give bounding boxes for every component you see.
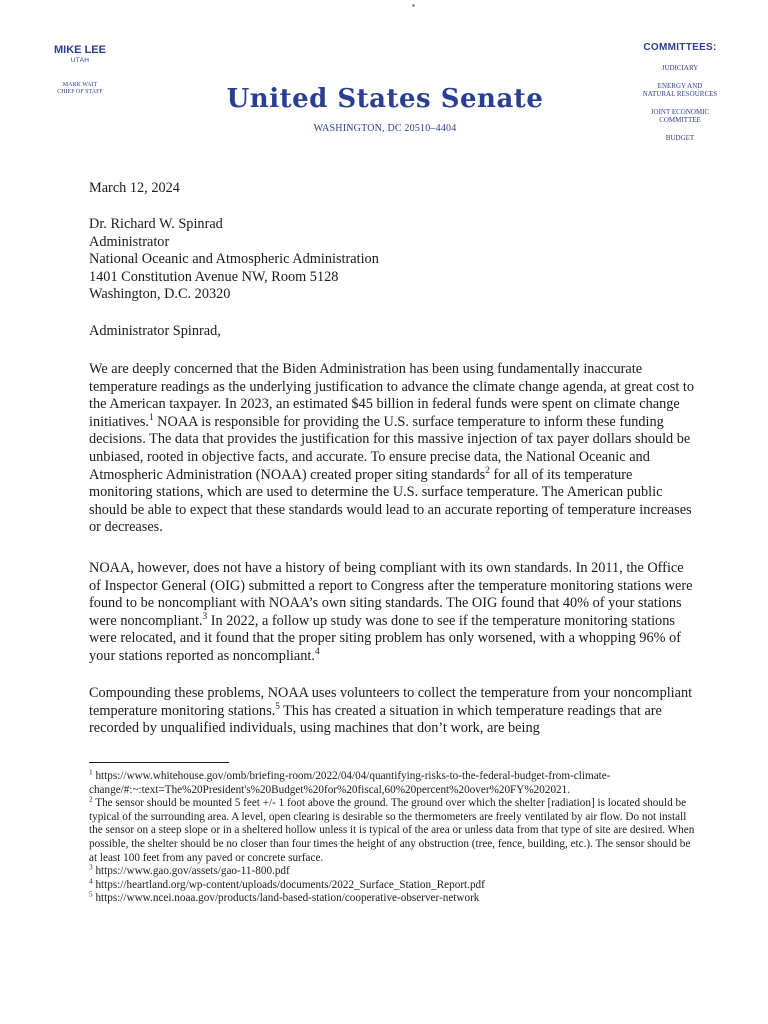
scan-speck [412, 4, 415, 7]
footnote-divider [89, 762, 229, 763]
para-text: for all of its temperature monitoring stations, which are used to determine the U.S. surface temperature. The American public should be able to expect that these standards would lead to an accurate reporting of temperature increases or decreases. [89, 466, 692, 536]
footnote-ref: 5 [275, 701, 280, 712]
senate-address: WASHINGTON, DC 20510–4404 [313, 123, 457, 134]
recipient-line: Administrator [89, 233, 170, 250]
footnote-text: https://heartland.org/wp-content/uploads/documents/2022_Surface_Station_Report.pdf [92, 878, 485, 891]
footnote-text: https://www.ncei.noaa.gov/products/land-based-station/cooperative-observer-network [92, 892, 480, 905]
staff-name: MARK WAIT [62, 82, 98, 88]
footnote-ref: 4 [314, 647, 320, 658]
footnote-5 [89, 892, 699, 906]
committees-heading: COMMITTEES: [643, 42, 717, 53]
footnote-1 [89, 770, 699, 797]
footnotes [89, 770, 699, 906]
letter-date: March 12, 2024 [89, 180, 180, 196]
para-text: NOAA is responsible for providing the U.S. surface temperature to inform these funding decisions. The data that provides the justification for this massive injection of tax payer dollars should be unbiased, rooted in objective facts, and accurate. To ensure precise data, the National Oceanic and Atmospheric Administration (NOAA) created proper siting standards [89, 413, 691, 483]
salutation: Administrator Spinrad, [89, 323, 221, 339]
committees-list [610, 44, 750, 152]
para-text: We are deeply concerned that the Biden Administration has been using fundamentally inaccurate temperature readings as the underlying justification to advance the climate change agenda, at great cost to the American taxpayer. In 2023, an estimated $45 billion in federal funds were spent on climate change initiatives. [89, 361, 694, 430]
committee-energy [610, 82, 750, 98]
footnote-number: 5 [89, 890, 93, 899]
committee-line: COMMITTEE [659, 116, 701, 124]
committee-line: JOINT ECONOMIC [650, 108, 710, 116]
footnote-3 [89, 865, 699, 879]
footnote-ref: 1 [148, 413, 154, 424]
senator-name: MIKE LEE [54, 44, 106, 56]
body-paragraph-3 [89, 685, 694, 738]
footnote-4 [89, 879, 699, 893]
footnote-number: 4 [89, 877, 93, 886]
committee-line: ENERGY AND [657, 82, 703, 90]
committee-judiciary [610, 64, 750, 72]
footnote-number: 3 [89, 863, 93, 872]
committee-line: JUDICIARY [661, 64, 699, 72]
committee-line: BUDGET [665, 134, 695, 142]
body-paragraph-1 [89, 361, 694, 537]
para-text: NOAA, however, does not have a history of being compliant with its own standards. In 2011, the Office of Inspector General (OIG) submitted a report to Congress after the temperature monitoring stations were found to be noncompliant with NOAA’s own siting standards. The OIG found that 40% of your stations were noncompliant. [89, 560, 693, 629]
footnote-number: 1 [89, 768, 93, 777]
footnote-text: https://www.whitehouse.gov/omb/briefing-room/2022/04/04/quantifying-risks-to-the-federal-budget-from-climate-change/#:~:text=The%20President's%20Budget%20for%20fiscal,60%20percent%20over%20FY%202021. [89, 770, 611, 796]
committee-joint-economic [610, 108, 750, 124]
senate-title: United States Senate [226, 84, 544, 114]
recipient-line: National Oceanic and Atmospheric Administration [89, 251, 379, 268]
committee-budget [610, 134, 750, 142]
footnote-ref: 2 [485, 465, 490, 476]
para-text: Compounding these problems, NOAA uses volunteers to collect the temperature from your noncompliant temperature monitoring stations. [89, 685, 693, 719]
senator-state: UTAH [70, 57, 90, 64]
footnote-number: 2 [89, 795, 93, 804]
staff-title: CHIEF OF STAFF [57, 89, 103, 95]
recipient-line: Washington, D.C. 20320 [89, 286, 231, 303]
recipient-address [89, 216, 694, 304]
body-paragraph-2 [89, 560, 694, 666]
footnote-text: https://www.gao.gov/assets/gao-11-800.pdf [92, 865, 290, 878]
footnote-2 [89, 797, 699, 865]
para-text: This has created a situation in which temperature readings that are recorded by unqualified individuals, using machines that don’t work, are being [89, 702, 662, 737]
footnote-ref: 3 [202, 612, 208, 623]
staff-block [30, 82, 130, 96]
para-text: In 2022, a follow up study was done to see if the temperature monitoring stations were relocated, and it found that the proper siting problem has only worsened, with a whopping 96% of your stations reported as noncompliant. [89, 612, 681, 664]
recipient-line: Dr. Richard W. Spinrad [89, 216, 223, 232]
committee-line: NATURAL RESOURCES [642, 90, 718, 98]
footnote-text: The sensor should be mounted 5 feet +/- 1 foot above the ground. The ground over which the shelter [radiation] is located should be typical of the surrounding area. A level, open clearing is desirable so the thermometers are freely ventilated by air flow. Do not install the sensor on a steep slope or in a sheltered hollow unless it is typical of the area or unless data from that type of site are desired. When possible, the shelter should be no closer than four times the height of any obstruction (tree, fence, building, etc.). The sensor should be at least 100 feet from any paved or concrete surface. [89, 797, 695, 864]
recipient-line: 1401 Constitution Avenue NW, Room 5128 [89, 268, 339, 285]
